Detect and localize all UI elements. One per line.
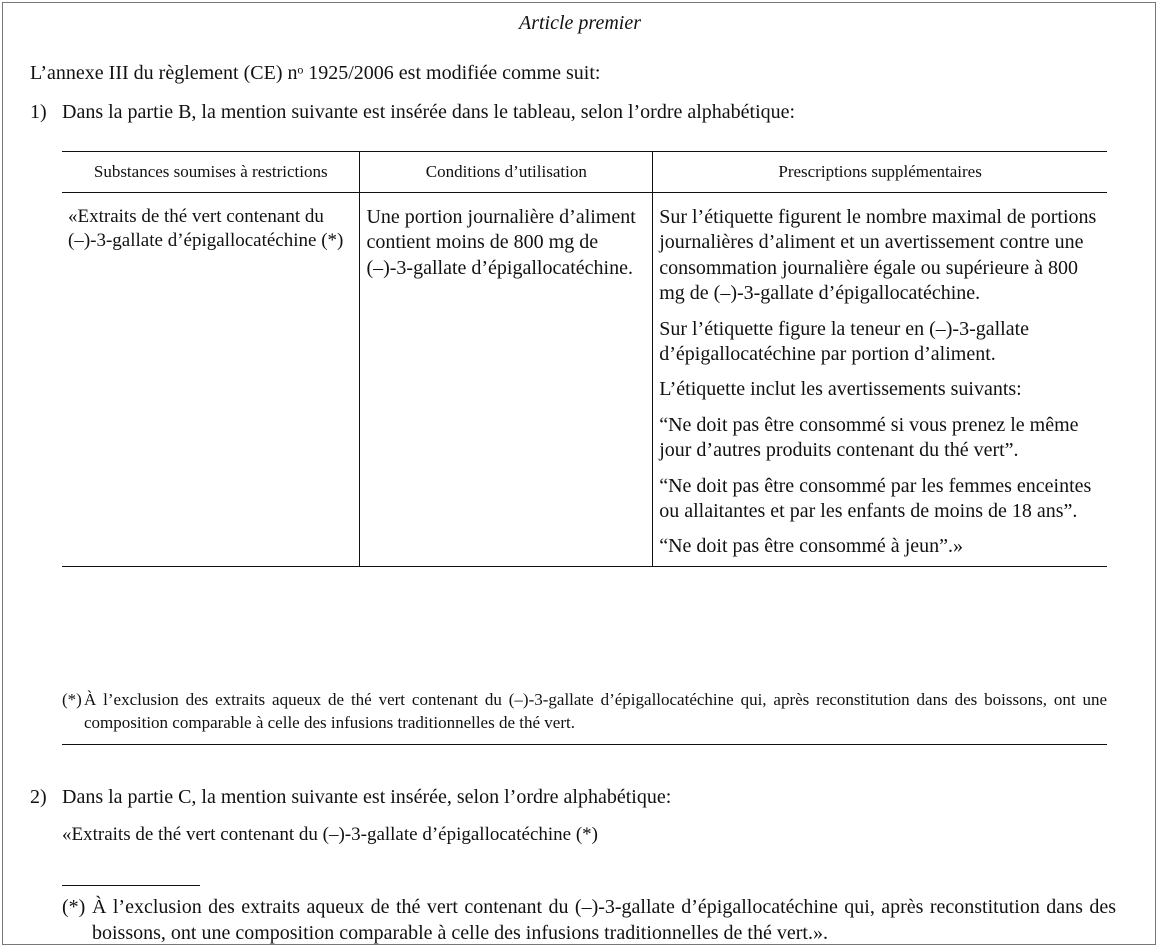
prescription-paragraph: Sur l’étiquette figurent le nombre maximal de portions journalières d’aliment et un avertissement contre une consommation journalière égale ou supérieure à 800 mg de (–)-3-gallate d’épigallocatéchine.	[659, 206, 1097, 305]
item-1-number: 1)	[30, 101, 47, 123]
footnote-mark: (*)	[62, 896, 86, 918]
item-2-text: Dans la partie C, la mention suivante est insérée, selon l’ordre alphabétique:	[62, 786, 672, 808]
prescription-paragraph: “Ne doit pas être consommé à jeun”.»	[659, 535, 963, 558]
footnote-separator	[62, 885, 200, 886]
footnote	[62, 894, 1116, 946]
item-2-number: 2)	[30, 786, 47, 808]
article-title: Article premier	[518, 12, 641, 34]
footnote-text: À l’exclusion des extraits aqueux de thé vert contenant du (–)-3-gallate d’épigallocatéchine qui, après reconstitution dans des boissons, ont une composition comparable à celle des infusions traditionnelles de thé vert.».	[92, 896, 1116, 944]
header-substances: Substances soumises à restrictions	[62, 152, 360, 193]
cell-prescriptions	[653, 193, 1107, 567]
table-header-row	[62, 152, 1107, 193]
annex-table	[62, 151, 1107, 567]
header-conditions: Conditions d’utilisation	[360, 152, 653, 193]
cell-conditions: Une portion journalière d’aliment contient moins de 800 mg de (–)-3-gallate d’épigallocatéchine.	[360, 193, 653, 567]
prescription-paragraph: L’étiquette inclut les avertissements suivants:	[659, 378, 1022, 401]
table-row	[62, 193, 1107, 567]
cell-substance: «Extraits de thé vert contenant du (–)-3-gallate d’épigallocatéchine (*)	[62, 193, 360, 567]
item-1-text: Dans la partie B, la mention suivante est insérée dans le tableau, selon l’ordre alphabétique:	[62, 101, 796, 123]
table-bottom-rule	[62, 744, 1107, 745]
prescription-paragraph: “Ne doit pas être consommé par les femmes enceintes ou allaitantes et par les enfants de moins de 18 ans”.	[659, 474, 1092, 522]
header-prescriptions: Prescriptions supplémentaires	[653, 152, 1107, 193]
intro-paragraph: L’annexe III du règlement (CE) nᵒ 1925/2006 est modifiée comme suit:	[30, 62, 601, 84]
table-note	[62, 689, 1107, 735]
table-note-text: À l’exclusion des extraits aqueux de thé vert contenant du (–)-3-gallate d’épigallocatéchine qui, après reconstitution dans des boissons, ont une composition comparable à celle des infusions traditionnelles de thé vert.	[84, 690, 1107, 732]
prescription-paragraph: “Ne doit pas être consommé si vous prenez le même jour d’autres produits contenant du thé vert”.	[659, 413, 1079, 462]
item-2-quote: «Extraits de thé vert contenant du (–)-3-gallate d’épigallocatéchine (*)	[62, 824, 598, 845]
table-note-mark: (*)	[62, 690, 82, 709]
prescription-paragraph: Sur l’étiquette figure la teneur en (–)-3-gallate d’épigallocatéchine par portion d’aliment.	[659, 317, 1030, 365]
